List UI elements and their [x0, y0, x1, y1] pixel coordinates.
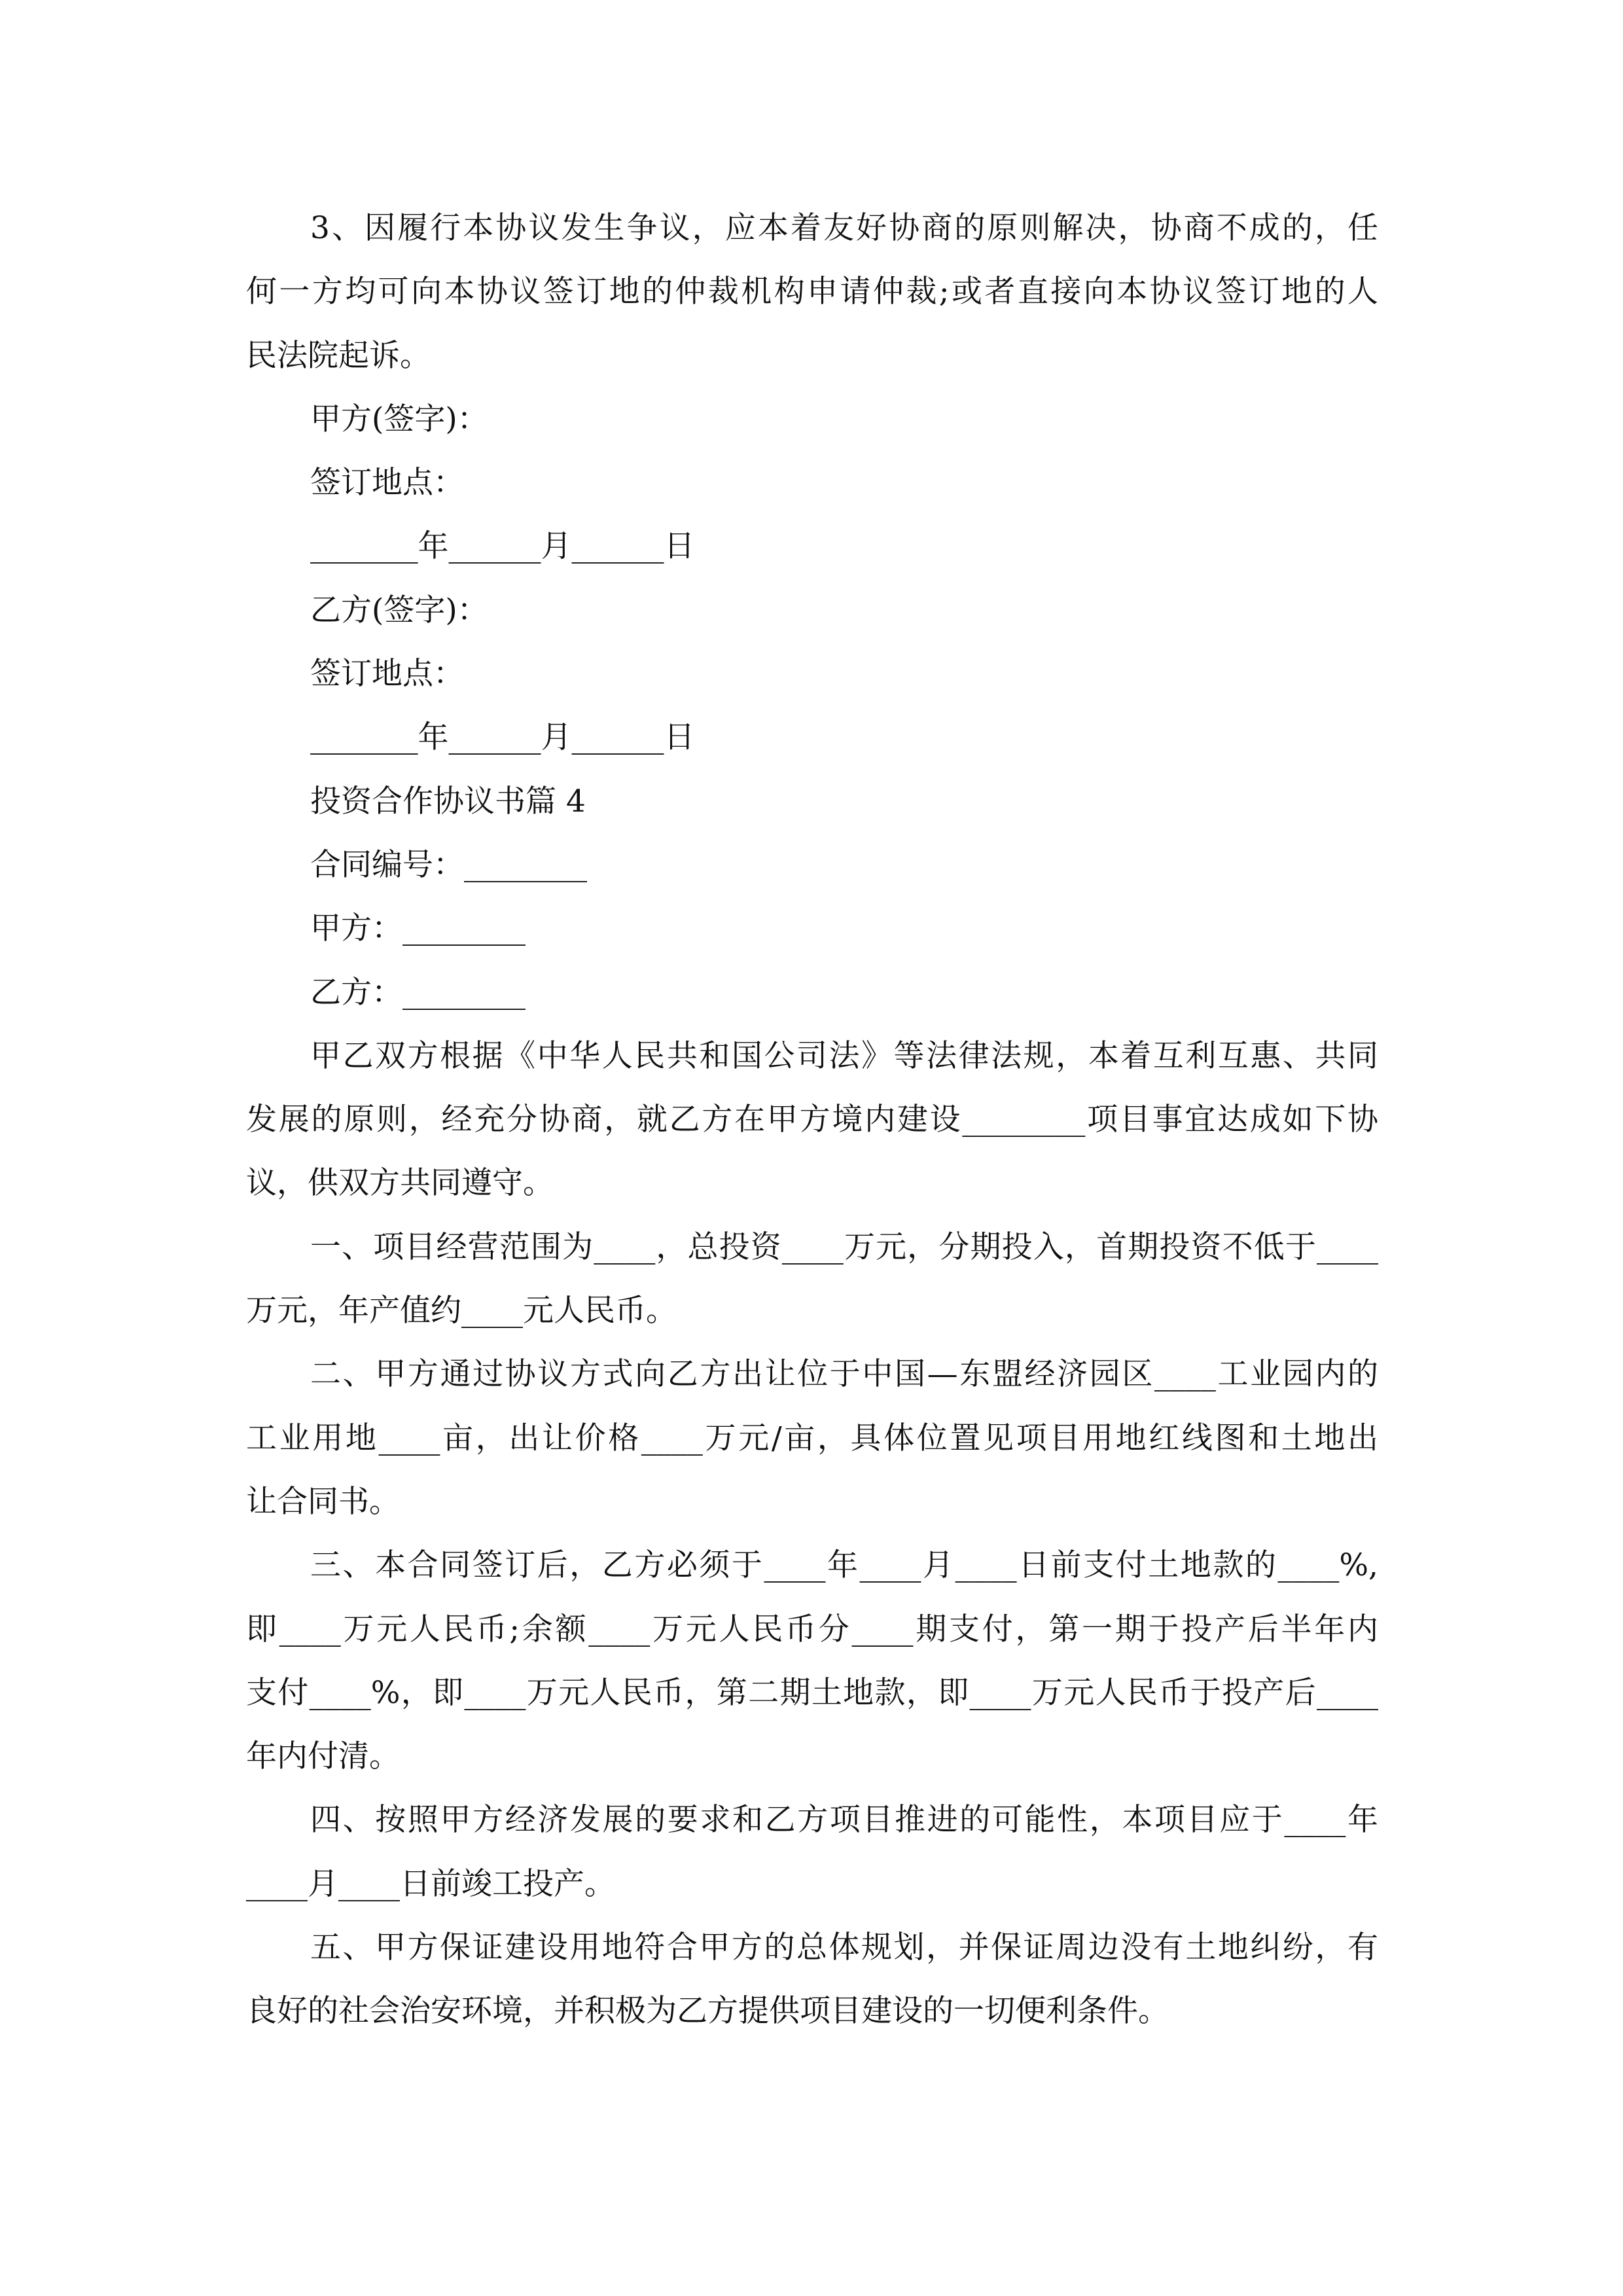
- text-line: 四、按照甲方经济发展的要求和乙方项目推进的可能性，本项目应于____年: [310, 1802, 1378, 1839]
- text-line: 即____万元人民币;余额____万元人民币分____期支付，第一期于投产后半年内: [246, 1611, 1378, 1647]
- text-line: 一、项目经营范围为____，总投资____万元，分期投入，首期投资不低于____: [310, 1229, 1378, 1265]
- signing-place: 签订地点：: [310, 656, 464, 692]
- signing-date: _______年______月______日: [310, 719, 695, 756]
- text-line: 让合同书。: [246, 1483, 400, 1520]
- party-a-field: 甲方：________: [310, 910, 526, 947]
- text-line: 二、甲方通过协议方式向乙方出让位于中国—东盟经济园区____工业园内的: [310, 1356, 1378, 1393]
- text-line: 3、因履行本协议发生争议，应本着友好协商的原则解决，协商不成的，任: [310, 210, 1378, 246]
- document-page: [246, 196, 1378, 2043]
- text-line: 民法院起诉。: [246, 337, 431, 374]
- text-line: 工业用地____亩，出让价格____万元/亩，具体位置见项目用地红线图和土地出: [246, 1420, 1378, 1456]
- text-line: 三、本合同签订后，乙方必须于____年____月____日前支付土地款的____%,: [310, 1547, 1378, 1584]
- signing-place: 签订地点：: [310, 465, 464, 501]
- signature-party-a: 甲方(签字)：: [310, 401, 488, 437]
- section-heading: 投资合作协议书篇 4: [310, 783, 586, 819]
- text-line: 甲乙双方根据《中华人民共和国公司法》等法律法规，本着互利互惠、共同: [310, 1037, 1378, 1074]
- text-line: 支付____%，即____万元人民币，第二期土地款，即____万元人民币于投产后____: [246, 1674, 1378, 1711]
- text-line: 万元，年产值约____元人民币。: [246, 1293, 677, 1329]
- text-line: 良好的社会治安环境，并积极为乙方提供项目建设的一切便利条件。: [246, 1993, 1169, 2030]
- text-line: 议，供双方共同遵守。: [246, 1165, 554, 1202]
- text-line: 何一方均可向本协议签订地的仲裁机构申请仲裁;或者直接向本协议签订地的人: [246, 274, 1378, 310]
- text-line: ____月____日前竣工投产。: [246, 1865, 615, 1902]
- text-line: 五、甲方保证建设用地符合甲方的总体规划，并保证周边没有土地纠纷，有: [310, 1929, 1378, 1966]
- contract-number: 合同编号：________: [310, 846, 587, 883]
- signature-party-b: 乙方(签字)：: [310, 592, 488, 628]
- text-line: 年内付清。: [246, 1738, 400, 1775]
- text-line: 发展的原则，经充分协商，就乙方在甲方境内建设________项目事宜达成如下协: [246, 1102, 1378, 1138]
- signing-date: _______年______月______日: [310, 528, 695, 565]
- party-b-field: 乙方：________: [310, 974, 526, 1011]
